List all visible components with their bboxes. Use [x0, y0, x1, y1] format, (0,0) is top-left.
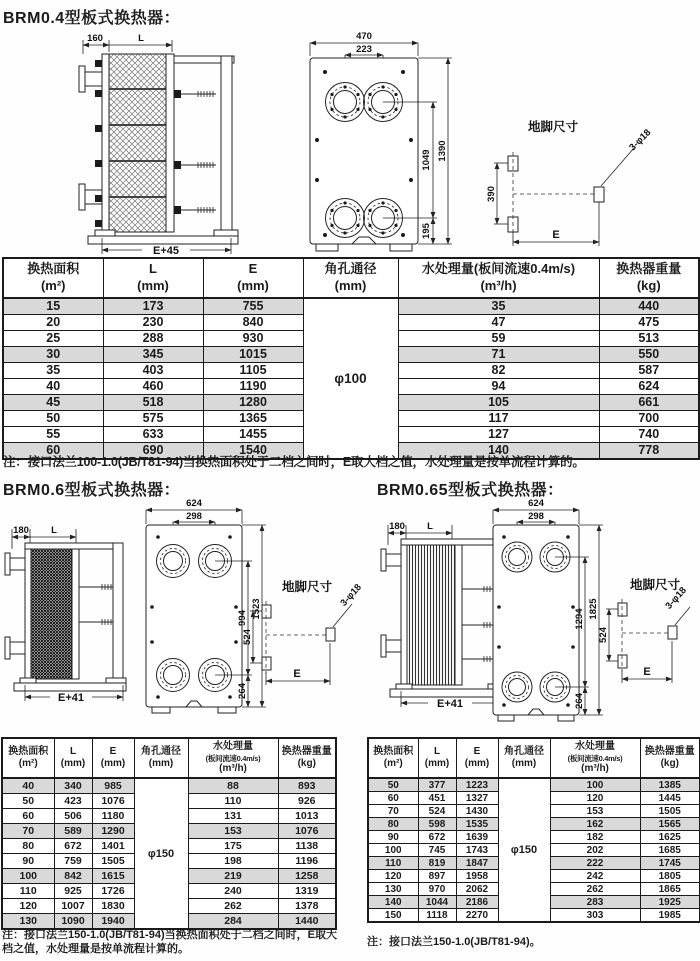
cell-L: 1090: [54, 914, 92, 930]
dim-label-brm06-foot-vertical: 524: [242, 629, 253, 645]
cell-L: 745: [418, 844, 456, 857]
cell-weight: 1865: [640, 883, 700, 896]
cell-water: 82: [398, 362, 599, 378]
note-brm06: 注：接口法兰150-1.0(JB/T81-94)当换热面积处于二档之间时，E取大档之值，水处理量是按单流程计算的。: [2, 929, 337, 956]
cell-E: 840: [203, 314, 303, 330]
brm04-foot-diagram: [486, 119, 653, 246]
brm065-side-view: [381, 521, 508, 710]
cell-area: 140: [368, 896, 418, 909]
cell-L: 575: [103, 410, 203, 426]
header-row: [3, 258, 699, 298]
cell-L: 842: [54, 869, 92, 884]
cell-E: 755: [203, 298, 303, 315]
cell-area: 30: [3, 346, 103, 362]
cell-E: 2186: [456, 896, 498, 909]
cell-area: 50: [2, 794, 54, 809]
table-row: [2, 778, 336, 794]
dim-label-brm065-foot-vertical: 524: [598, 627, 609, 643]
cell-water: 283: [550, 896, 640, 909]
cell-E: 1290: [92, 824, 134, 839]
cell-L: 925: [54, 884, 92, 899]
cell-E: 1455: [203, 426, 303, 442]
cell-weight: 1378: [278, 899, 336, 914]
cell-weight: 700: [599, 410, 699, 426]
cell-weight: 1445: [640, 792, 700, 805]
cell-weight: 778: [599, 442, 699, 459]
dim-label-brm065-frame-width: 624: [528, 498, 544, 509]
cell-L: 377: [418, 778, 456, 792]
cell-water: 59: [398, 330, 599, 346]
cell-area: 55: [3, 426, 103, 442]
cell-area: 130: [368, 883, 418, 896]
dim-label-brm04-anchor-holes: 3-φ18: [627, 127, 654, 154]
cell-L: 589: [54, 824, 92, 839]
col-header-E: E (mm): [203, 258, 303, 298]
brm065-front-view: [493, 498, 603, 721]
cell-weight: 926: [278, 794, 336, 809]
cell-water: 303: [550, 909, 640, 923]
cell-E: 1940: [92, 914, 134, 930]
cell-L: 1044: [418, 896, 456, 909]
cell-weight: 1505: [640, 805, 700, 818]
cell-area: 80: [368, 818, 418, 831]
col-header-L: L (mm): [103, 258, 203, 298]
dim-label-brm04-frame-width: 470: [356, 31, 372, 42]
brm06-spec-table: [1, 737, 337, 930]
cell-area: 150: [368, 909, 418, 923]
cell-weight: 1258: [278, 869, 336, 884]
cell-weight: 661: [599, 394, 699, 410]
note-brm04: 注：接口法兰100-1.0(JB/T81-94)当换热面积处于二档之间时，E取大档之值，水处理量是按单流程计算的。: [3, 455, 585, 469]
cell-E: 1280: [203, 394, 303, 410]
dim-label-brm06-port-spacing: 298: [186, 511, 202, 522]
cell-L: 173: [103, 298, 203, 315]
cell-E: 1540: [203, 442, 303, 459]
cell-water: 88: [188, 778, 278, 794]
cell-area: 20: [3, 314, 103, 330]
cell-weight: 1745: [640, 857, 700, 870]
cell-water: 140: [398, 442, 599, 459]
cell-L: 672: [54, 839, 92, 854]
cell-E: 930: [203, 330, 303, 346]
dim-label-brm065-port-bottom: 264: [574, 693, 585, 709]
cell-weight: 1013: [278, 809, 336, 824]
cell-weight: 1385: [640, 778, 700, 792]
dim-label-brm06-anchor-holes: 3-φ18: [338, 582, 364, 609]
cell-weight: 1319: [278, 884, 336, 899]
cell-water: 153: [188, 824, 278, 839]
cell-L: 1118: [418, 909, 456, 923]
cell-L: 690: [103, 442, 203, 459]
section-title-brm06: BRM0.6型板式换热器：: [3, 482, 181, 499]
dim-label-brm06-port-bottom: 264: [237, 683, 248, 699]
brm04-side-view: [79, 33, 238, 255]
cell-area: 45: [3, 394, 103, 410]
cell-water: 71: [398, 346, 599, 362]
dim-label-brm04-foot-vertical: 390: [486, 186, 497, 202]
dim-label-brm04-pack-length: L: [138, 33, 144, 44]
cell-E: 985: [92, 778, 134, 794]
cell-water: 162: [550, 818, 640, 831]
dim-label-brm06-frame-width: 624: [186, 498, 202, 509]
dim-label-brm06-total-height: 1523: [251, 598, 262, 620]
cell-weight: 1196: [278, 854, 336, 869]
dim-label-brm06-frame-depth: 180: [13, 525, 29, 536]
cell-water: 240: [188, 884, 278, 899]
col-header-bore: 角孔通径 (mm): [498, 738, 550, 778]
cell-area: 100: [2, 869, 54, 884]
cell-area: 40: [3, 378, 103, 394]
section-title-brm065: BRM0.65型板式换热器：: [377, 482, 564, 499]
foot-diagram-title: 地脚尺寸: [629, 578, 681, 592]
cell-weight: 587: [599, 362, 699, 378]
cell-E: 1223: [456, 778, 498, 792]
cell-weight: 1985: [640, 909, 700, 923]
brm06-front-view: [146, 498, 266, 713]
cell-weight: 893: [278, 778, 336, 794]
cell-E: 2270: [456, 909, 498, 923]
table-row: [368, 778, 700, 792]
cell-E: 1105: [203, 362, 303, 378]
cell-L: 423: [54, 794, 92, 809]
brm04-front-view: [310, 31, 452, 251]
brm04-technical-drawing: [0, 30, 700, 255]
cell-water: 262: [550, 883, 640, 896]
cell-E: 1180: [92, 809, 134, 824]
cell-water: 219: [188, 869, 278, 884]
dim-label-brm04-foot-horizontal: E: [552, 229, 560, 241]
cell-L: 598: [418, 818, 456, 831]
cell-E: 1190: [203, 378, 303, 394]
cell-L: 506: [54, 809, 92, 824]
cell-area: 70: [368, 805, 418, 818]
brm065-spec-table: [367, 737, 700, 923]
dim-label-brm065-base-span: E+41: [437, 698, 463, 710]
brm065-foot-diagram: [598, 577, 690, 683]
cell-water: 47: [398, 314, 599, 330]
cell-area: 80: [2, 839, 54, 854]
brm06-foot-diagram: [242, 579, 364, 685]
cell-area: 60: [3, 442, 103, 459]
cell-water: 35: [398, 298, 599, 315]
cell-weight: 475: [599, 314, 699, 330]
cell-water: 127: [398, 426, 599, 442]
col-header-bore: 角孔通径 (mm): [303, 258, 398, 298]
brm04-spec-table: [2, 257, 700, 460]
cell-L: 460: [103, 378, 203, 394]
cell-water: 222: [550, 857, 640, 870]
cell-E: 1076: [92, 794, 134, 809]
cell-area: 130: [2, 914, 54, 930]
dim-label-brm065-port-spacing: 298: [528, 511, 544, 522]
cell-weight: 440: [599, 298, 699, 315]
dim-label-brm065-anchor-holes: 3-φ18: [663, 585, 689, 612]
cell-weight: 1565: [640, 818, 700, 831]
cell-E: 1401: [92, 839, 134, 854]
dim-label-brm065-frame-depth: 180: [389, 521, 405, 532]
col-header-area: 换热面积 (m²): [2, 738, 54, 778]
cell-L: 230: [103, 314, 203, 330]
cell-E: 1505: [92, 854, 134, 869]
cell-area: 120: [368, 870, 418, 883]
dim-label-brm04-base-span: E+45: [153, 245, 179, 255]
table-row: [3, 298, 699, 315]
col-header-water: 水处理量 (板间流速0.4m/s) (m³/h): [550, 738, 640, 778]
cell-water: 182: [550, 831, 640, 844]
cell-weight: 1440: [278, 914, 336, 930]
cell-L: 1007: [54, 899, 92, 914]
header-row: [2, 738, 336, 778]
cell-E: 1958: [456, 870, 498, 883]
col-header-L: L (mm): [54, 738, 92, 778]
cell-area: 50: [368, 778, 418, 792]
cell-water: 120: [550, 792, 640, 805]
col-header-bore: 角孔通径 (mm): [134, 738, 188, 778]
cell-E: 1743: [456, 844, 498, 857]
dim-label-brm04-total-height: 1390: [437, 140, 448, 162]
cell-E: 1430: [456, 805, 498, 818]
cell-bore-diameter: φ150: [134, 778, 188, 929]
cell-E: 1365: [203, 410, 303, 426]
cell-L: 524: [418, 805, 456, 818]
cell-L: 518: [103, 394, 203, 410]
cell-area: 90: [2, 854, 54, 869]
cell-E: 1639: [456, 831, 498, 844]
cell-water: 202: [550, 844, 640, 857]
cell-water: 100: [550, 778, 640, 792]
cell-L: 897: [418, 870, 456, 883]
cell-E: 1726: [92, 884, 134, 899]
cell-water: 262: [188, 899, 278, 914]
cell-area: 40: [2, 778, 54, 794]
cell-E: 1830: [92, 899, 134, 914]
cell-water: 110: [188, 794, 278, 809]
foot-diagram-title: 地脚尺寸: [281, 580, 333, 594]
cell-bore-diameter: φ100: [303, 298, 398, 459]
cell-L: 451: [418, 792, 456, 805]
cell-water: 94: [398, 378, 599, 394]
cell-L: 345: [103, 346, 203, 362]
cell-E: 1615: [92, 869, 134, 884]
cell-E: 1015: [203, 346, 303, 362]
cell-weight: 624: [599, 378, 699, 394]
cell-water: 153: [550, 805, 640, 818]
cell-water: 105: [398, 394, 599, 410]
foot-diagram-title: 地脚尺寸: [527, 120, 579, 134]
cell-bore-diameter: φ150: [498, 778, 550, 922]
cell-weight: 550: [599, 346, 699, 362]
cell-water: 284: [188, 914, 278, 930]
dim-label-brm065-total-height: 1825: [588, 598, 599, 620]
dim-label-brm065-pack-length: L: [427, 521, 433, 532]
dim-label-brm065-foot-horizontal: E: [643, 666, 651, 678]
cell-water: 117: [398, 410, 599, 426]
col-header-area: 换热面积 (m²): [3, 258, 103, 298]
cell-L: 672: [418, 831, 456, 844]
cell-E: 1847: [456, 857, 498, 870]
cell-water: 175: [188, 839, 278, 854]
col-header-water: 水处理量 (板间流速0.4m/s) (m³/h): [188, 738, 278, 778]
cell-area: 15: [3, 298, 103, 315]
cell-weight: 740: [599, 426, 699, 442]
dim-label-brm04-port-spacing: 223: [356, 44, 372, 55]
cell-area: 120: [2, 899, 54, 914]
col-header-weight: 换热器重量 (kg): [278, 738, 336, 778]
cell-L: 970: [418, 883, 456, 896]
col-header-L: L (mm): [418, 738, 456, 778]
cell-weight: 1625: [640, 831, 700, 844]
cell-area: 60: [368, 792, 418, 805]
cell-area: 100: [368, 844, 418, 857]
cell-area: 90: [368, 831, 418, 844]
cell-E: 1535: [456, 818, 498, 831]
cell-area: 60: [2, 809, 54, 824]
dim-label-brm06-inner-height: 994: [237, 610, 248, 626]
cell-area: 35: [3, 362, 103, 378]
cell-area: 70: [2, 824, 54, 839]
cell-E: 1327: [456, 792, 498, 805]
cell-L: 759: [54, 854, 92, 869]
cell-area: 110: [368, 857, 418, 870]
dim-label-brm04-port-bottom: 195: [421, 223, 432, 239]
cell-weight: 1076: [278, 824, 336, 839]
cell-L: 403: [103, 362, 203, 378]
cell-water: 131: [188, 809, 278, 824]
dim-label-brm04-inner-height: 1049: [421, 149, 432, 171]
col-header-weight: 换热器重量 (kg): [599, 258, 699, 298]
cell-weight: 1138: [278, 839, 336, 854]
col-header-weight: 换热器重量 (kg): [640, 738, 700, 778]
cell-E: 2062: [456, 883, 498, 896]
dim-label-brm06-base-span: E+41: [58, 692, 84, 704]
brm06-side-view: [5, 525, 126, 704]
dim-label-brm04-frame-depth: 160: [87, 33, 103, 44]
cell-L: 633: [103, 426, 203, 442]
note-brm065: 注：接口法兰150-1.0(JB/T81-94)。: [367, 936, 541, 948]
cell-water: 198: [188, 854, 278, 869]
cell-water: 242: [550, 870, 640, 883]
cell-weight: 1685: [640, 844, 700, 857]
dim-label-brm06-foot-horizontal: E: [293, 668, 301, 680]
cell-weight: 1805: [640, 870, 700, 883]
cell-area: 25: [3, 330, 103, 346]
section-title-brm04: BRM0.4型板式换热器：: [3, 10, 181, 27]
header-row: [368, 738, 700, 778]
cell-area: 110: [2, 884, 54, 899]
dim-label-brm06-pack-length: L: [51, 525, 57, 536]
cell-weight: 1925: [640, 896, 700, 909]
col-header-E: E (mm): [92, 738, 134, 778]
cell-area: 50: [3, 410, 103, 426]
dim-label-brm065-inner-height: 1294: [574, 608, 585, 630]
cell-weight: 513: [599, 330, 699, 346]
col-header-area: 换热面积 (m²): [368, 738, 418, 778]
cell-L: 819: [418, 857, 456, 870]
col-header-E: E (mm): [456, 738, 498, 778]
brm06-brm065-technical-drawings: [0, 497, 700, 732]
cell-L: 340: [54, 778, 92, 794]
cell-L: 288: [103, 330, 203, 346]
col-header-water: 水处理量(板间流速0.4m/s) (m³/h): [398, 258, 599, 298]
